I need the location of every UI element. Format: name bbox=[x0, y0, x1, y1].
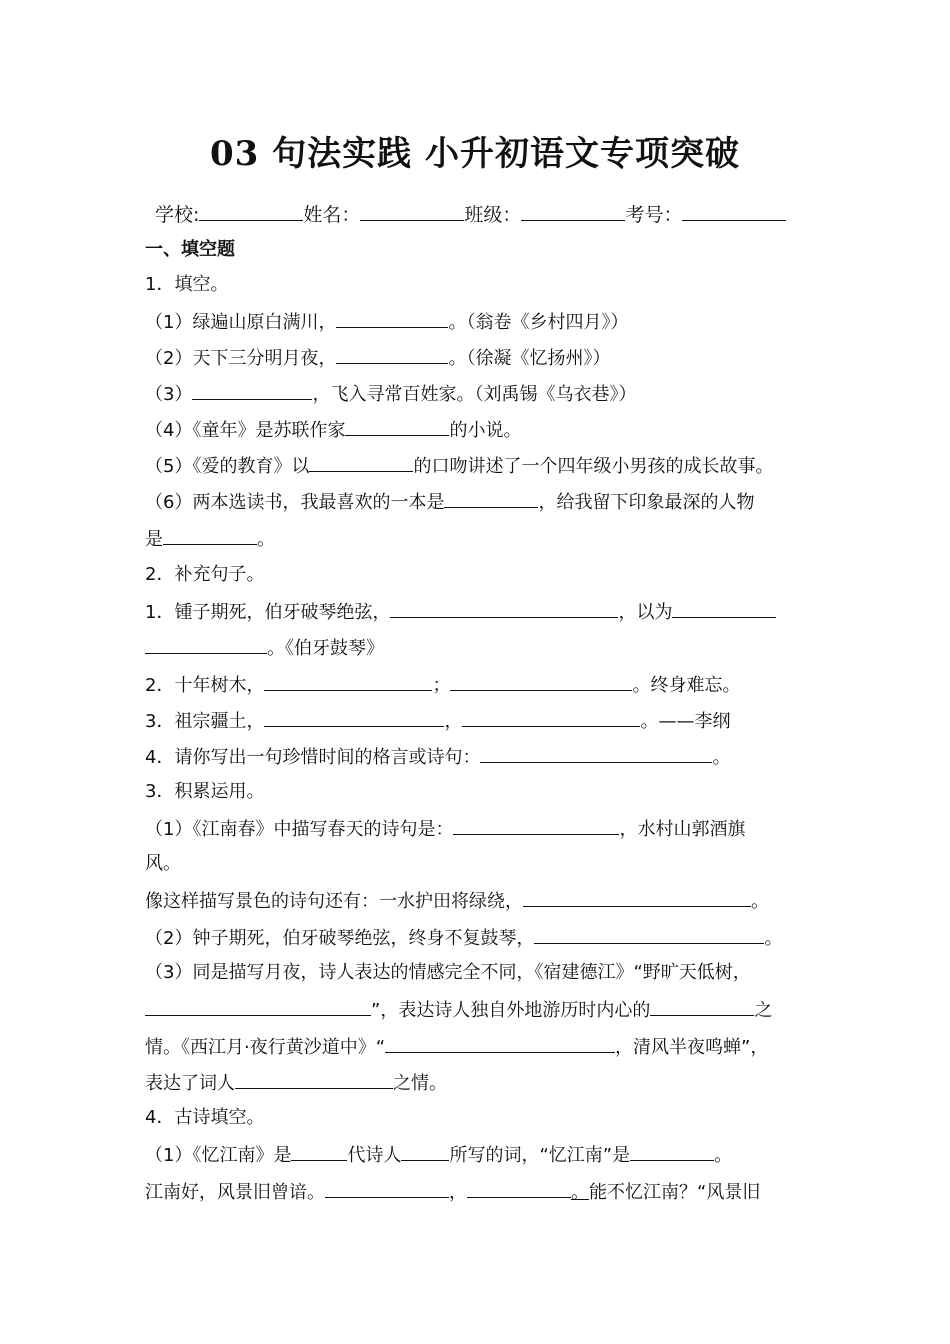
text: 代诗人 bbox=[347, 1145, 402, 1166]
name-label: 姓名： bbox=[303, 204, 361, 226]
answer-blank[interactable] bbox=[444, 489, 538, 508]
text: 。 bbox=[712, 747, 731, 768]
text: 。（徐凝《忆扬州》） bbox=[448, 348, 611, 369]
q1-line-5 bbox=[145, 453, 773, 479]
answer-blank[interactable] bbox=[163, 526, 257, 545]
q3-line-4 bbox=[145, 925, 782, 951]
answer-blank[interactable] bbox=[462, 708, 640, 727]
text: 是 bbox=[145, 529, 163, 550]
q1-line-2 bbox=[145, 345, 610, 371]
text: 。 bbox=[764, 928, 783, 949]
question-1-title: 1．填空。 bbox=[145, 274, 229, 295]
text: 。 bbox=[571, 1182, 589, 1203]
page-title: 03 句法实践 小升初语文专项突破 bbox=[210, 134, 740, 174]
q3-line-3 bbox=[145, 888, 769, 914]
q2-line-2 bbox=[145, 635, 384, 661]
answer-blank[interactable] bbox=[672, 599, 776, 618]
text: ，清风半夜鸣蝉”， bbox=[615, 1037, 769, 1058]
text: （3） bbox=[145, 384, 193, 405]
student-info-row bbox=[155, 200, 786, 227]
text: （1）《忆江南》是 bbox=[145, 1145, 292, 1166]
class-field[interactable] bbox=[521, 200, 625, 221]
answer-blank[interactable] bbox=[309, 453, 413, 472]
answer-blank[interactable] bbox=[523, 888, 751, 907]
text: （2）天下三分明月夜， bbox=[145, 348, 337, 369]
text: ； bbox=[432, 675, 451, 696]
text: 之情。 bbox=[393, 1073, 447, 1094]
answer-blank[interactable] bbox=[450, 672, 632, 691]
answer-blank[interactable] bbox=[390, 599, 618, 618]
answer-blank[interactable] bbox=[264, 708, 444, 727]
q2-line-4 bbox=[145, 708, 730, 734]
q1-line-3 bbox=[145, 381, 636, 407]
question-4-title: 4．古诗填空。 bbox=[145, 1107, 265, 1128]
q3-line-2: 风。 bbox=[145, 853, 181, 874]
answer-blank[interactable] bbox=[467, 1179, 571, 1198]
text: 2．十年树木， bbox=[145, 675, 265, 696]
answer-blank[interactable] bbox=[453, 816, 619, 835]
text: 。 bbox=[714, 1145, 733, 1166]
text: ，飞入寻常百姓家。（刘禹锡《乌衣巷》） bbox=[312, 384, 637, 405]
text: 。 bbox=[257, 529, 275, 550]
answer-blank[interactable] bbox=[401, 1142, 449, 1161]
q2-line-3 bbox=[145, 672, 740, 698]
answer-blank[interactable] bbox=[336, 345, 448, 364]
text: 之 bbox=[754, 1000, 773, 1021]
text: 。（翁卷《乡村四月》） bbox=[448, 312, 629, 333]
q1-line-6 bbox=[145, 489, 754, 515]
text: ，给我留下印象最深的人物 bbox=[538, 492, 755, 513]
text: ， bbox=[449, 1182, 467, 1203]
exam-no-label: 考号： bbox=[625, 204, 683, 226]
text: ， bbox=[444, 711, 463, 732]
school-label: 学校: bbox=[155, 204, 200, 226]
text: ，以为 bbox=[618, 602, 673, 623]
answer-blank[interactable] bbox=[145, 997, 371, 1016]
answer-blank[interactable] bbox=[480, 744, 712, 763]
answer-blank[interactable] bbox=[630, 1142, 714, 1161]
q3-line-1 bbox=[145, 816, 745, 842]
question-2-title: 2．补充句子。 bbox=[145, 564, 265, 585]
text: 。终身难忘。 bbox=[632, 675, 741, 696]
q2-line-5 bbox=[145, 744, 730, 770]
q3-line-6 bbox=[145, 997, 772, 1023]
q3-line-8 bbox=[145, 1070, 447, 1096]
class-label: 班级： bbox=[464, 204, 522, 226]
text: （4）《童年》是苏联作家 bbox=[145, 420, 346, 441]
text: 4．请你写出一句珍惜时间的格言或诗句： bbox=[145, 747, 481, 768]
text: （2）钟子期死，伯牙破琴绝弦，终身不复鼓琴， bbox=[145, 928, 535, 949]
text: （1）绿遍山原白满川， bbox=[145, 312, 337, 333]
q1-line-1 bbox=[145, 309, 628, 335]
question-3-title: 3．积累运用。 bbox=[145, 781, 265, 802]
q1-line-4 bbox=[145, 417, 521, 443]
q2-line-1 bbox=[145, 599, 776, 625]
text: 的小说。 bbox=[449, 420, 522, 441]
answer-blank[interactable] bbox=[385, 1034, 615, 1053]
exam-no-field[interactable] bbox=[682, 200, 786, 221]
name-field[interactable] bbox=[360, 200, 464, 221]
text: 3．祖宗疆土， bbox=[145, 711, 265, 732]
text: 的口吻讲述了一个四年级小男孩的成长故事。 bbox=[413, 456, 774, 477]
text: 。 bbox=[751, 891, 769, 912]
answer-blank[interactable] bbox=[264, 672, 432, 691]
q3-line-5: （3）同是描写月夜，诗人表达的情感完全不同，《宿建德江》“野旷天低树， bbox=[145, 962, 751, 983]
q4-line-2 bbox=[145, 1179, 760, 1205]
text: 能不忆江南？“风景旧 bbox=[589, 1182, 761, 1203]
answer-blank[interactable] bbox=[192, 381, 312, 400]
answer-blank[interactable] bbox=[291, 1142, 347, 1161]
text: 。——李纲 bbox=[640, 711, 731, 732]
answer-blank[interactable] bbox=[650, 997, 754, 1016]
text: ，水村山郭酒旗 bbox=[619, 819, 746, 840]
text: （1）《江南春》中描写春天的诗句是： bbox=[145, 819, 454, 840]
answer-blank[interactable] bbox=[336, 309, 448, 328]
answer-blank[interactable] bbox=[235, 1070, 393, 1089]
text: （5）《爱的教育》以 bbox=[145, 456, 310, 477]
text: 像这样描写景色的诗句还有：一水护田将绿绕， bbox=[145, 891, 523, 912]
text: 所写的词，“忆江南”是 bbox=[449, 1145, 631, 1166]
text: 情。《西江月·夜行黄沙道中》“ bbox=[145, 1037, 386, 1058]
q4-line-1 bbox=[145, 1142, 732, 1168]
text: 表达了词人 bbox=[145, 1073, 235, 1094]
text: 1．锺子期死，伯牙破琴绝弦， bbox=[145, 602, 391, 623]
section-heading: 一、填空题 bbox=[145, 239, 235, 260]
school-field[interactable] bbox=[199, 200, 303, 221]
answer-blank[interactable] bbox=[145, 635, 267, 654]
answer-blank[interactable] bbox=[345, 417, 449, 436]
text: 江南好，风景旧曾谙。 bbox=[145, 1182, 325, 1203]
q3-line-7 bbox=[145, 1034, 768, 1060]
text: ”，表达诗人独自外地游历时内心的 bbox=[371, 1000, 651, 1021]
answer-blank[interactable] bbox=[534, 925, 764, 944]
answer-blank[interactable] bbox=[325, 1179, 449, 1198]
text: 。《伯牙鼓琴》 bbox=[267, 638, 384, 659]
text: （6）两本选读书，我最喜欢的一本是 bbox=[145, 492, 445, 513]
q1-line-7 bbox=[145, 526, 275, 552]
